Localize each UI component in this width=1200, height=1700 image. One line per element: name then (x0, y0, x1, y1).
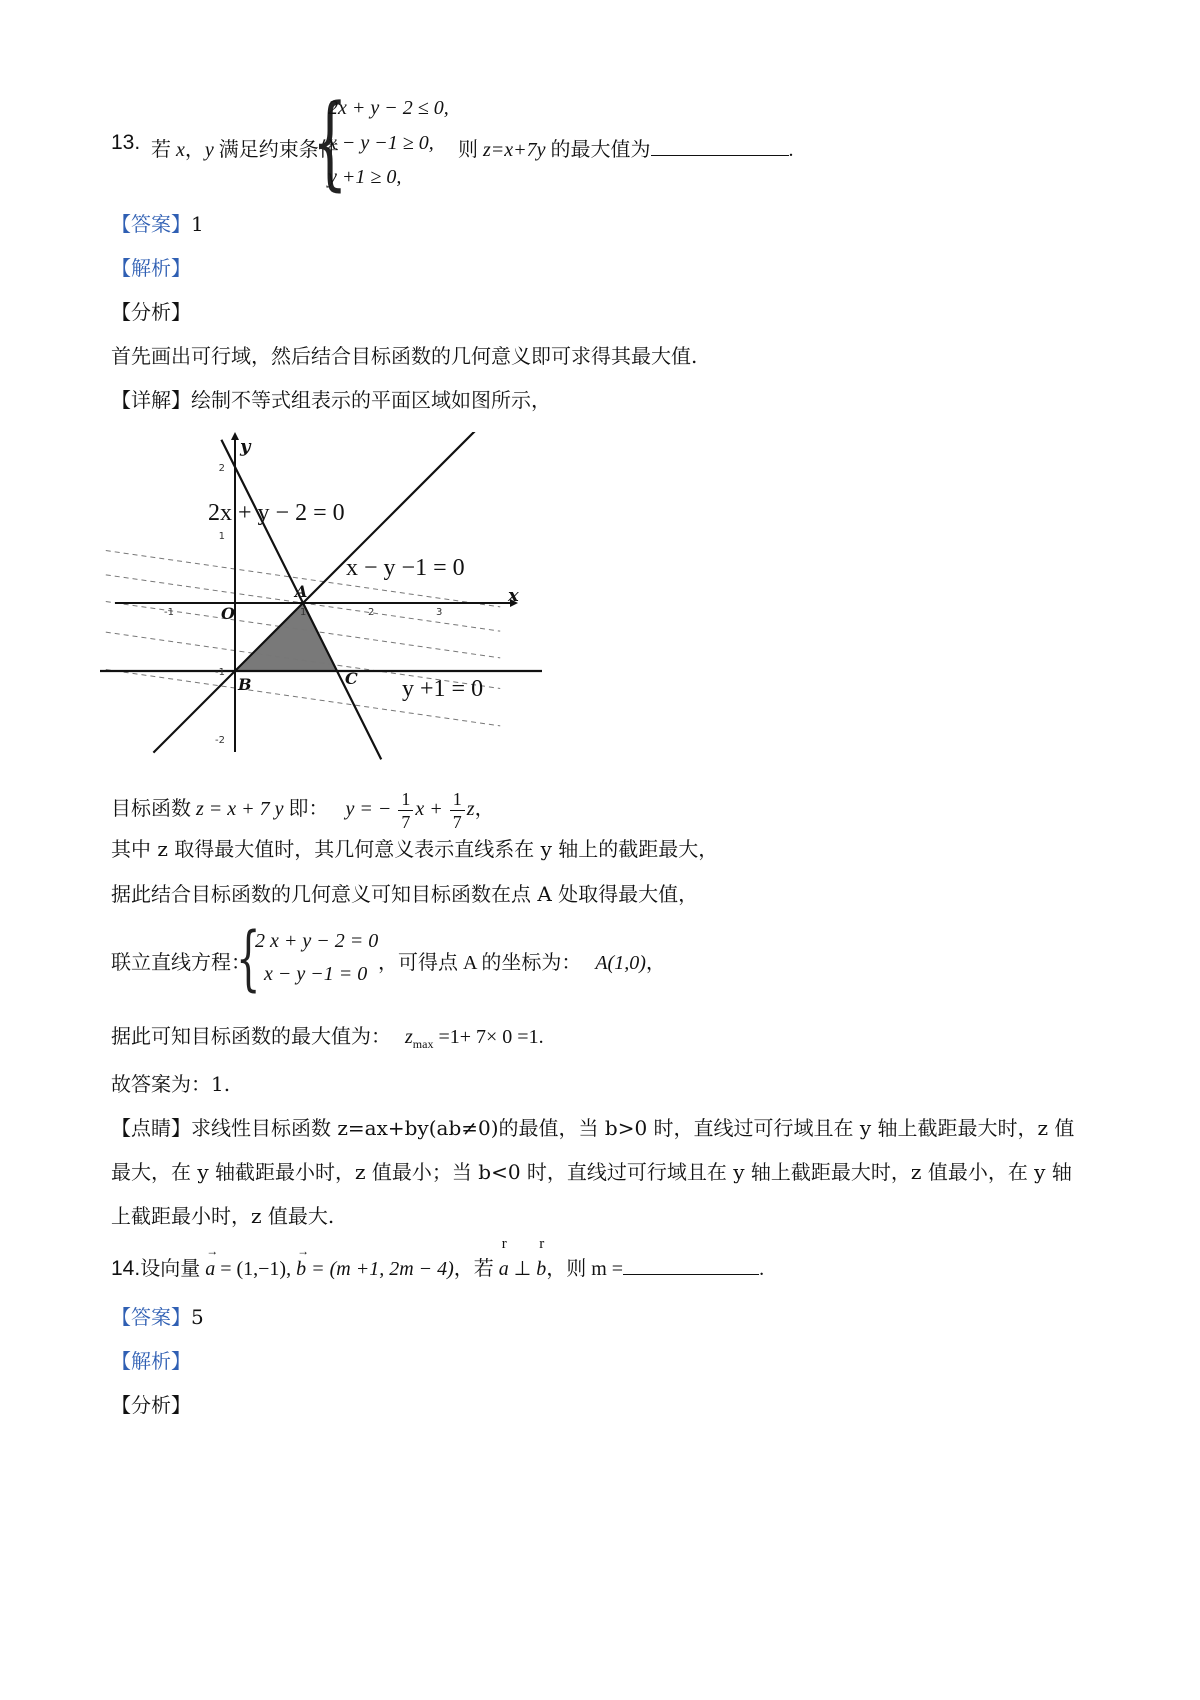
dianjing-line-2: 最大，在 y 轴截距最小时，z 值最小；当 b<0 时，直线过可行域且在 y 轴上截距最大时，z 值最小，在 y 轴 (111, 1160, 1072, 1184)
y-tick-label: 2 (218, 463, 225, 474)
x-tick-label: 1 (300, 607, 307, 618)
x-tick-label: 3 (436, 607, 443, 618)
question-14: 14.设向量 → a = (1,−1), → b = (m +1, 2m − 4)，若 r a ⊥ r b，则 m = . (111, 1236, 765, 1280)
vector-arrow-icon: → (297, 1244, 310, 1258)
lianli-brace-icon: { (236, 917, 261, 999)
line-equation-label: x − y −1 = 0 (346, 555, 465, 581)
lianli-eq2: x − y −1 = 0 (264, 963, 368, 985)
x-tick-label: 2 (368, 607, 375, 618)
lianli-eq1: 2 x + y − 2 = 0 (255, 930, 379, 952)
q13-stem-tail: 则 z=x+7y 的最大值为 . (458, 139, 794, 161)
xiangjie-line: 【详解】绘制不等式组表示的平面区域如图所示， (111, 388, 551, 412)
gu-line: 故答案为：1. (111, 1072, 231, 1096)
qizhong-line: 其中 z 取得最大值时，其几何意义表示直线系在 y 轴上的截距最大， (111, 837, 719, 861)
fraction-one-seventh-2: $\frac{1}{7}$ (450, 788, 465, 833)
answer-13: 【答案】1 (111, 212, 204, 236)
feasible-region (235, 603, 337, 671)
line-equation-label: y +1 = 0 (402, 676, 484, 702)
point-label-C: C (345, 669, 358, 688)
fenxi-label-13: 【分析】 (111, 300, 191, 324)
q13-condition-2: x − y −1 ≥ 0, (328, 132, 434, 154)
line-equation-label: 2x + y − 2 = 0 (208, 500, 345, 526)
dianjing-line-1: 【点睛】求线性目标函数 z=ax+by(ab≠0)的最值，当 b>0 时，直线过可行域且在 y 轴上截距最大时，z 值 (111, 1116, 1075, 1140)
q13-brace-icon: { (312, 83, 348, 202)
target-function-line: 目标函数 z = x + 7 y 即： y = − $\frac{1}{7}$ x + $\frac{1}{7}$ z， (111, 789, 495, 832)
point-label-O: O (221, 604, 235, 623)
lianli-tail: ，可得点 A 的坐标为： A(1,0)， (378, 952, 666, 974)
perp-vector-a: r a (498, 1236, 509, 1280)
fenxi-text-13: 首先画出可行域，然后结合目标函数的几何意义即可求得其最大值. (111, 344, 698, 368)
vector-b: → b (296, 1244, 310, 1280)
dianjing-line-3: 上截距最小时，z 值最大. (111, 1204, 335, 1228)
zmax-line: 据此可知目标函数的最大值为： $z_{max} =1+ 7\times 0 =1$. (111, 1026, 544, 1051)
y-axis-arrow-icon (231, 432, 239, 440)
y-tick-label: 1 (218, 531, 225, 542)
y-tick-label: -2 (215, 735, 225, 746)
q13-condition-3: y +1 ≥ 0, (328, 166, 402, 188)
y-axis-label: y (240, 436, 251, 457)
answer-blank-14 (623, 1274, 759, 1275)
answer-14: 【答案】5 (111, 1305, 204, 1329)
fenxi-label-14: 【分析】 (111, 1393, 191, 1417)
y-tick-label: -1 (215, 667, 225, 678)
vector-mark-icon: r (501, 1236, 507, 1252)
jueci-line: 据此结合目标函数的几何意义可知目标函数在点 A 处取得最大值， (111, 882, 699, 906)
q13-number: 13. (111, 131, 141, 154)
line-x-minus-y-minus-1 (153, 426, 479, 752)
fraction-one-seventh: $\frac{1}{7}$ (398, 788, 413, 833)
point-label-B: B (238, 675, 252, 694)
q13-condition-1: 2x + y − 2 ≤ 0, (328, 97, 449, 119)
vector-arrow-icon: → (206, 1244, 219, 1258)
jiexi-label-13: 【解析】 (111, 256, 191, 280)
perp-vector-b: r b (536, 1236, 547, 1280)
x-tick-label: -1 (164, 607, 174, 618)
q13-stem: 若 x，y 满足约束条件 (151, 139, 339, 161)
jiexi-label-14: 【解析】 (111, 1349, 191, 1373)
x-axis-label: x (508, 585, 519, 606)
lianli-label: 联立直线方程： (111, 952, 251, 974)
vector-a: → a (205, 1244, 219, 1280)
point-label-A: A (295, 582, 308, 601)
vector-mark-icon: r (539, 1236, 545, 1252)
